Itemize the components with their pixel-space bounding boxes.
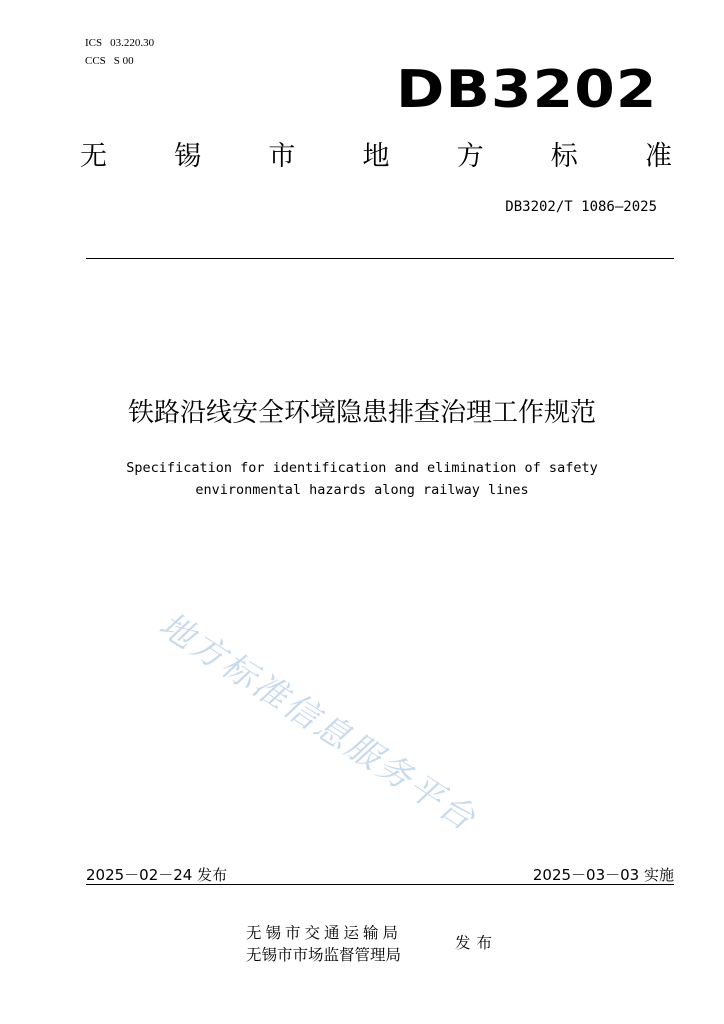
document-title-zh: 铁路沿线安全环境隐患排查治理工作规范 <box>127 398 596 428</box>
ics-code: 03.220.30 <box>110 37 155 49</box>
ics-label: ICS <box>85 37 103 49</box>
ics-code-line <box>85 36 154 50</box>
issuing-authorities <box>246 922 402 966</box>
standard-class-char: 地 <box>362 141 390 172</box>
standard-classification <box>80 140 672 174</box>
ccs-label: CCS <box>85 55 106 67</box>
top-divider <box>86 258 674 259</box>
title-en-line-2: environmental hazards along railway lines <box>195 482 529 498</box>
standard-class-char: 无 <box>80 141 107 172</box>
watermark: 地方标准信息服务平台 <box>151 604 484 840</box>
standard-number: DB3202/T 1086—2025 <box>505 199 657 215</box>
bottom-divider <box>86 884 674 885</box>
standard-class-char: 准 <box>644 141 672 172</box>
title-en-line-1: Specification for identification and elimination of safety <box>126 460 598 476</box>
document-title-en <box>0 457 724 501</box>
standard-class-char: 标 <box>550 141 578 172</box>
publish-date: 2025－02－24 发布 <box>86 866 228 884</box>
issuer-market-regulation: 无锡市市场监督管理局 <box>246 946 402 964</box>
issuer-transport-bureau: 无锡市交通运输局 <box>246 924 403 942</box>
db-logo: DB3202 <box>396 60 658 120</box>
release-label: 发布 <box>455 934 499 952</box>
implementation-date: 2025－03－03 实施 <box>532 866 674 884</box>
ccs-code: S 00 <box>113 55 134 67</box>
standard-class-char: 方 <box>456 141 484 172</box>
standard-class-char: 锡 <box>174 141 202 172</box>
ccs-code-line <box>85 54 134 68</box>
standard-class-char: 市 <box>268 141 296 172</box>
